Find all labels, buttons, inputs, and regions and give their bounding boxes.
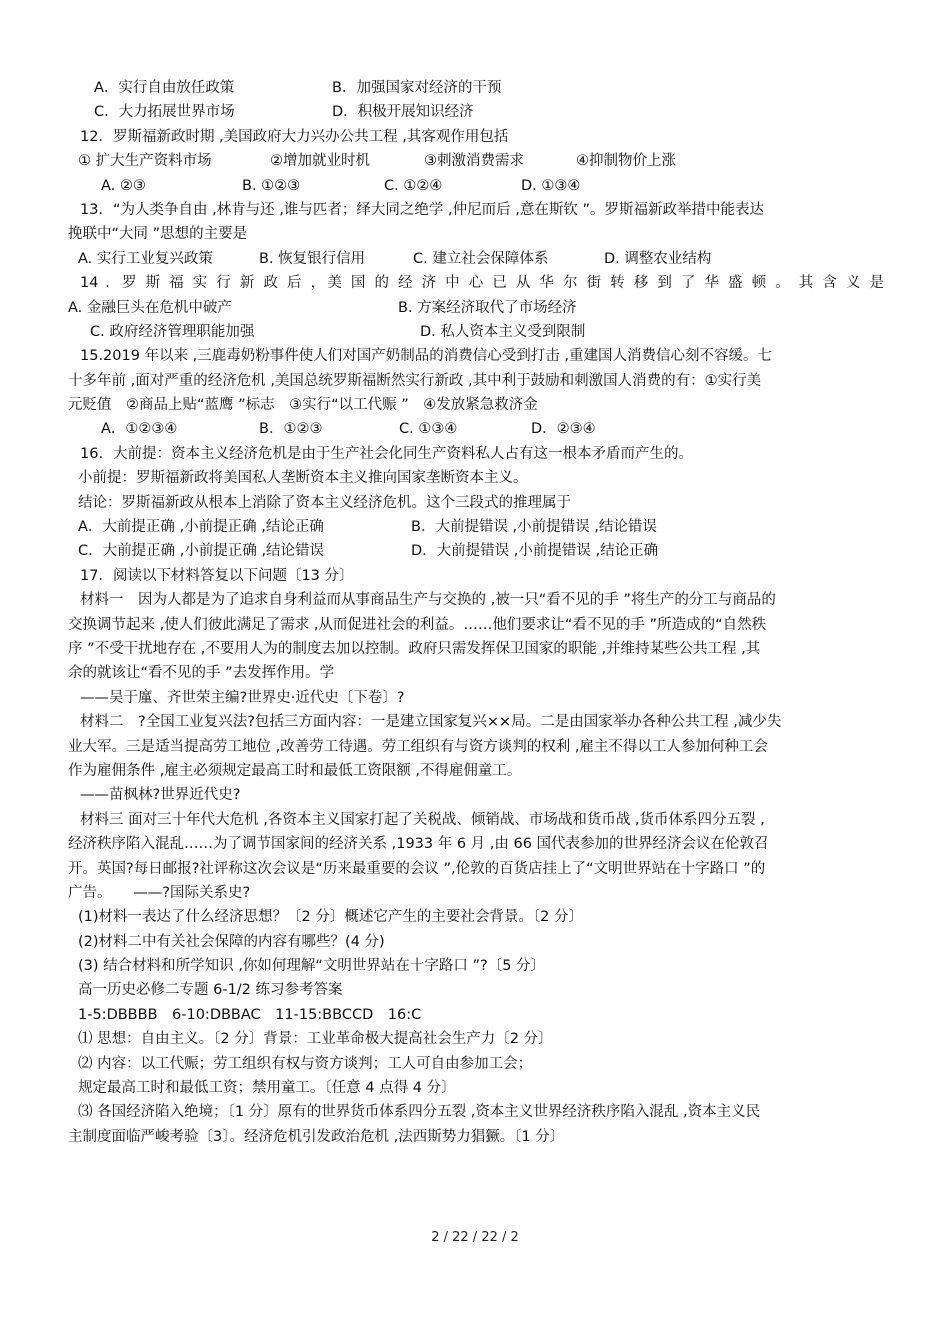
q14-options-row-1	[68, 296, 884, 320]
q15-line-3-text: 元贬值 ②商品上贴“蓝鹰 ”标志 ③实行“以工代赈 ” ④发放紧急救济金	[68, 397, 538, 414]
q16-minor-premise	[68, 466, 884, 490]
q15-line-3	[68, 393, 884, 417]
answer-3-line-1	[68, 1100, 884, 1124]
material-1-source-text: ——吴于廑、齐世荣主编?世界史·近代史〔下卷〕?	[80, 689, 405, 706]
material-1-text-3: 序 ”不受干扰地存在 ,不要用人为的制度去加以控制。政府只需发挥保卫国家的职能 ,并维持某些公共工程 ,其	[68, 640, 761, 657]
q14-option-c: C. 政府经济管理职能加强	[90, 323, 255, 340]
q13-line-1-text: 13．“为人类争自由 ,林肯与还 ,谁与匹者；绎大同之绝学 ,仲尼而后 ,意在斯钦 ”。罗斯福新政举措中能表达	[80, 201, 764, 218]
answer-3-text-1: ⑶ 各国经济陷入绝境；〔1 分〕原有的世界货币体系四分五裂 ,资本主义世界经济秩序陷入混乱 ,资本主义民	[78, 1104, 761, 1121]
material-1-text-1: 材料一 因为人都是为了追求自身利益而从事商品生产与交换的 ,被一只“看不见的手 ”将生产的分工与商品的	[80, 592, 776, 609]
document-body	[68, 76, 884, 1149]
q16-option-b: B．大前提错误 ,小前提错误 ,结论错误	[411, 519, 657, 536]
q16-options-row-2	[68, 539, 884, 563]
q16-major-premise	[68, 442, 884, 466]
answer-2-text: ⑵ 内容：以工代赈；劳工组织有权与资方谈判；工人可自由参加工会；	[78, 1055, 533, 1072]
material-1-text-2: 交换调节起来 ,使人们彼此满足了需求 ,从而促进社会的利益。……他们要求让“看不见的手 ”所造成的“自然秩	[68, 616, 767, 633]
q17-material-1-source	[68, 686, 884, 710]
q17-material-2-source	[68, 783, 884, 807]
q14-stem-text: 14 ．罗 斯 福 实 行 新 政 后 ，美 国 的 经 济 中 心 已 从 华 尔 街 转 移 到 了 华 盛 顿 。 其 含 义 是	[80, 275, 884, 292]
q17-material-2-line-3	[68, 759, 884, 783]
q16-options-row-1	[68, 515, 884, 539]
answer-3-line-2	[68, 1125, 884, 1149]
q17-subquestion-3	[68, 954, 884, 978]
q17-material-3-line-1	[68, 808, 884, 832]
q13-line-2-text: 挽联中“大同 ”思想的主要是	[68, 226, 248, 243]
q11-option-a: A．实行自由放任政策	[94, 80, 235, 96]
q13-options	[68, 247, 884, 271]
q15-line-2	[68, 369, 884, 393]
q12-item-3: ③刺激消费需求	[424, 153, 524, 170]
q16-conclusion-text: 结论：罗斯福新政从根本上消除了资本主义经济危机。这个三段式的推理属于	[78, 494, 571, 511]
answers-key-text: 1-5:DBBBB 6-10:DBBAC 11-15:BBCCD 16:C	[78, 1006, 422, 1023]
q17-material-3-line-2	[68, 832, 884, 856]
page-number: 2 / 22 / 22 / 2	[431, 1230, 519, 1245]
q12-option-b: B. ①②③	[242, 177, 301, 194]
q15-line-2-text: 十多年前 ,面对严重的经济危机 ,美国总统罗斯福断然实行新政 ,其中利于鼓励和刺激国人消费的有：①实行美	[68, 372, 762, 389]
q17-subquestion-2	[68, 930, 884, 954]
q12-stem	[68, 125, 884, 149]
q15-option-d: D．②③④	[531, 421, 596, 438]
q13-line-2	[68, 222, 884, 246]
q17-material-3-line-4	[68, 881, 884, 905]
q13-option-a: A. 实行工业复兴政策	[78, 250, 213, 267]
answer-3-text-2: 主制度面临严峻考验〔3〕。经济危机引发政治危机 ,法西斯势力猖獗。〔1 分〕	[68, 1128, 565, 1145]
q15-line-1	[68, 344, 884, 368]
answer-2	[68, 1052, 884, 1076]
q13-option-d: D. 调整农业结构	[604, 250, 712, 267]
q12-option-c: C. ①②④	[384, 177, 443, 194]
q16-conclusion	[68, 491, 884, 515]
answers-key	[68, 1003, 884, 1027]
q11-options-row-1	[68, 76, 884, 100]
q16-option-c: C．大前提正确 ,小前提正确 ,结论错误	[78, 543, 325, 560]
q15-option-b: B．①②③	[259, 421, 323, 438]
q15-option-a: A．①②③④	[101, 421, 178, 438]
q15-options	[68, 417, 884, 441]
q14-stem	[68, 271, 884, 295]
subquestion-3-text: (3) 结合材料和所学知识 ,你如何理解“文明世界站在十字路口 ”?〔5 分〕	[78, 958, 546, 975]
q14-options-row-2	[68, 320, 884, 344]
material-2-text-1: 材料二 ?全国工业复兴法?包括三方面内容：一是建立国家复兴××局。二是由国家举办各种公共工程 ,减少失	[80, 714, 782, 731]
q16-option-d: D．大前提错误 ,小前提错误 ,结论正确	[411, 543, 659, 560]
subquestion-1-text: (1)材料一表达了什么经济思想？〔2 分〕概述它产生的主要社会背景。〔2 分〕	[78, 909, 583, 926]
q16-option-a: A．大前提正确 ,小前提正确 ,结论正确	[78, 519, 324, 536]
q13-line-1	[68, 198, 884, 222]
q17-material-1-line-1	[68, 588, 884, 612]
q12-items	[68, 149, 884, 173]
q12-item-4: ④抑制物价上涨	[576, 153, 676, 170]
q17-material-3-line-3	[68, 857, 884, 881]
answer-1	[68, 1027, 884, 1051]
answer-2b-text: 规定最高工时和最低工资；禁用童工。〔任意 4 点得 4 分〕	[78, 1080, 456, 1097]
material-3-text-3: 开。英国?每日邮报?社评称这次会议是“历来最重要的会议 ”,伦敦的百货店挂上了“文明世界站在十字路口 ”的	[68, 860, 766, 877]
q17-material-2-line-2	[68, 735, 884, 759]
q13-option-b: B. 恢复银行信用	[259, 250, 366, 267]
answer-2-continued	[68, 1076, 884, 1100]
q12-item-2: ②增加就业时机	[270, 153, 370, 170]
q12-item-1: ① 扩大生产资料市场	[78, 153, 212, 170]
answers-title	[68, 978, 884, 1002]
q12-options	[68, 174, 884, 198]
q12-option-a: A. ②③	[101, 177, 146, 194]
q11-option-d: D．积极开展知识经济	[332, 104, 474, 121]
q17-subquestion-1	[68, 905, 884, 929]
q17-material-1-line-3	[68, 637, 884, 661]
q11-option-c: C．大力拓展世界市场	[94, 104, 235, 121]
q14-option-b: B. 方案经济取代了市场经济	[398, 299, 577, 316]
q17-material-1-line-4	[68, 661, 884, 685]
material-3-text-1: 材料三 面对三十年代大危机 ,各资本主义国家打起了关税战、倾销战、市场战和货币战 ,货币体系四分五裂 ,	[80, 811, 765, 828]
q13-option-c: C. 建立社会保障体系	[413, 250, 549, 267]
subquestion-2-text: (2)材料二中有关社会保障的内容有哪些？(4 分)	[78, 933, 385, 950]
q12-option-d: D. ①③④	[521, 177, 581, 194]
answers-title-text: 高一历史必修二专题 6-1/2 练习参考答案	[78, 982, 343, 999]
material-3-text-4: 广告。 ——?国际关系史?	[68, 884, 251, 901]
q17-material-1-line-2	[68, 613, 884, 637]
q14-option-a: A. 金融巨头在危机中破产	[68, 299, 232, 316]
q16-major-text: 16．大前提：资本主义经济危机是由于生产社会化同生产资料私人占有这一根本矛盾而产生的。	[80, 445, 693, 462]
q17-material-2-line-1	[68, 710, 884, 734]
material-1-text-4: 余的就该让“看不见的手 ”去发挥作用。学	[68, 665, 335, 682]
q17-stem	[68, 564, 884, 588]
q17-stem-text: 17．阅读以下材料答复以下问题〔13 分〕	[80, 567, 354, 584]
material-2-text-3: 作为雇佣条件 ,雇主必须规定最高工时和最低工资限额 ,不得雇佣童工。	[68, 762, 522, 779]
material-2-source-text: ——苗枫林?世界近代史?	[80, 787, 241, 804]
q12-stem-text: 12．罗斯福新政时期 ,美国政府大力兴办公共工程 ,其客观作用包括	[80, 128, 509, 145]
material-2-text-2: 业大军。三是适当提高劳工地位 ,改善劳工待遇。劳工组织有与资方谈判的权利 ,雇主不得以工人参加何种工会	[68, 738, 768, 755]
q11-option-b: B．加强国家对经济的干预	[332, 80, 502, 96]
answer-1-text: ⑴ 思想：自由主义。〔2 分〕背景：工业革命极大提高社会生产力〔2 分〕	[78, 1031, 553, 1048]
q16-minor-text: 小前提：罗斯福新政将美国私人垄断资本主义推向国家垄断资本主义。	[78, 470, 528, 487]
q15-line-1-text: 15.2019 年以来 ,三鹿毒奶粉事件使人们对国产奶制品的消费信心受到打击 ,重建国人消费信心刻不容缓。七	[80, 348, 773, 365]
q14-option-d: D. 私人资本主义受到限制	[420, 323, 586, 340]
q11-options-row-2	[68, 100, 884, 124]
q15-option-c: C. ①③④	[399, 421, 458, 438]
material-3-text-2: 经济秩序陷入混乱……为了调节国家间的经济关系 ,1933 年 6 月 ,由 66 国代表参加的世界经济会议在伦敦召	[68, 836, 769, 853]
